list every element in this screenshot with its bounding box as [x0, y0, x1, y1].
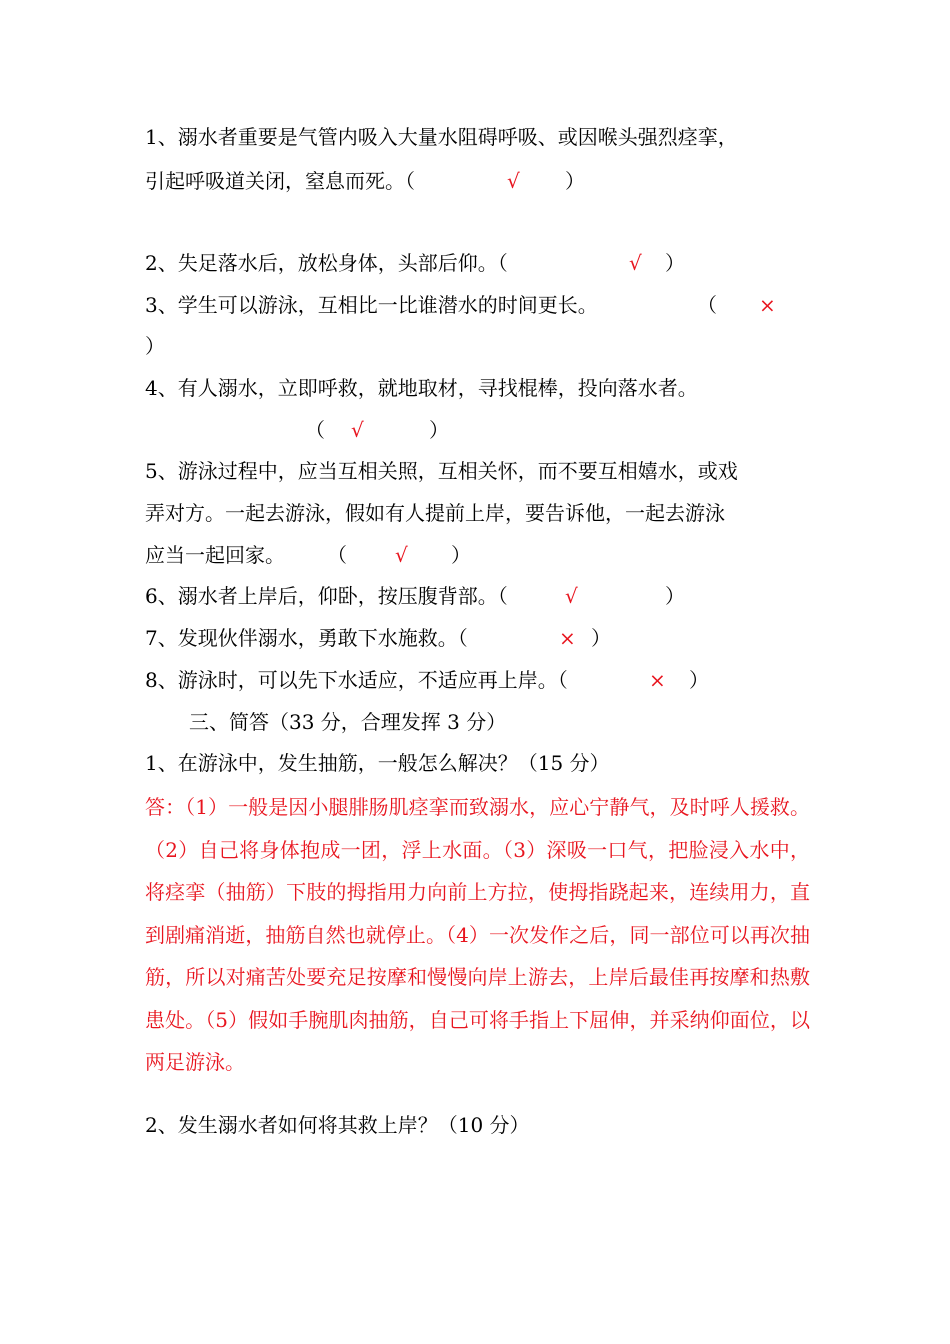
item-1-text: 引起呼吸道关闭，窒息而死。（: [145, 169, 415, 193]
item-6-close: ）: [665, 584, 685, 608]
item-5-line-2: 弄对方。一起去游泳，假如有人提前上岸，要告诉他，一起去游泳: [145, 501, 725, 525]
item-2-text: 2、失足落水后，放松身体，头部后仰。（: [145, 251, 508, 275]
item-1-line-2: [145, 169, 815, 193]
item-5-text: 应当一起回家。: [145, 543, 285, 567]
item-6-mark: √: [565, 584, 578, 608]
item-5-close: ）: [451, 543, 471, 567]
item-5-line-3: [145, 543, 815, 567]
item-3-open: （: [697, 293, 717, 317]
item-3-mark: ×: [759, 293, 776, 317]
item-4-text: 4、有人溺水，立即呼救，就地取材，寻找棍棒，投向落水者。: [145, 376, 698, 400]
item-3-close: ）: [145, 334, 165, 358]
item-5-open: （: [327, 543, 347, 567]
item-6-text: 6、溺水者上岸后，仰卧，按压腹背部。（: [145, 584, 508, 608]
item-2-close: ）: [665, 251, 685, 275]
item-4-close: ）: [429, 418, 449, 442]
item-7-close: ）: [591, 626, 611, 650]
item-2-mark: √: [629, 251, 642, 275]
item-4-mark: √: [351, 418, 364, 442]
item-2-line: [145, 251, 815, 275]
item-1-close: ）: [565, 169, 585, 193]
question-1: 1、在游泳中，发生抽筋，一般怎么解决？（15 分）: [145, 751, 610, 775]
item-8-mark: ×: [649, 668, 666, 692]
item-5-mark: √: [395, 543, 408, 567]
item-1-line-1: 1、溺水者重要是气管内吸入大量水阻碍呼吸、或因喉头强烈痉挛，: [145, 125, 738, 149]
item-4-open: （: [305, 418, 325, 442]
item-1-mark: √: [507, 169, 520, 193]
item-7-line: [145, 626, 815, 650]
item-8-close: ）: [689, 668, 709, 692]
item-8-text: 8、游泳时，可以先下水适应，不适应再上岸。（: [145, 668, 568, 692]
item-8-line: [145, 668, 815, 692]
item-7-mark: ×: [559, 626, 576, 650]
item-6-line: [145, 584, 815, 608]
item-3-line: [145, 293, 815, 317]
item-5-line-1: 5、游泳过程中，应当互相关照，互相关怀，而不要互相嬉水，或戏: [145, 459, 738, 483]
answer-1: 答：（1）一般是因小腿腓肠肌痉挛而致溺水，应心宁静气，及时呼人援救。（2）自己将身体抱成一团，浮上水面。（3）深吸一口气，把脸浸入水中，将痉挛（抽筋）下肢的拇指用力向前上方拉，使拇指跷起来，连续用力，直到剧痛消逝，抽筋自然也就停止。（4）一次发作之后，同一部位可以再次抽筋，所以对痛苦处要充足按摩和慢慢向岸上游去，上岸后最佳再按摩和热敷患处。（5）假如手腕肌肉抽筋，自己可将手指上下屈伸，并采纳仰面位，以两足游泳。: [145, 795, 810, 1074]
section-heading: 三、简答（33 分，合理发挥 3 分）: [189, 710, 507, 734]
question-2: 2、发生溺水者如何将其救上岸？（10 分）: [145, 1113, 530, 1137]
item-3-text: 3、学生可以游泳，互相比一比谁潜水的时间更长。: [145, 293, 598, 317]
item-7-text: 7、发现伙伴溺水，勇敢下水施救。（: [145, 626, 468, 650]
